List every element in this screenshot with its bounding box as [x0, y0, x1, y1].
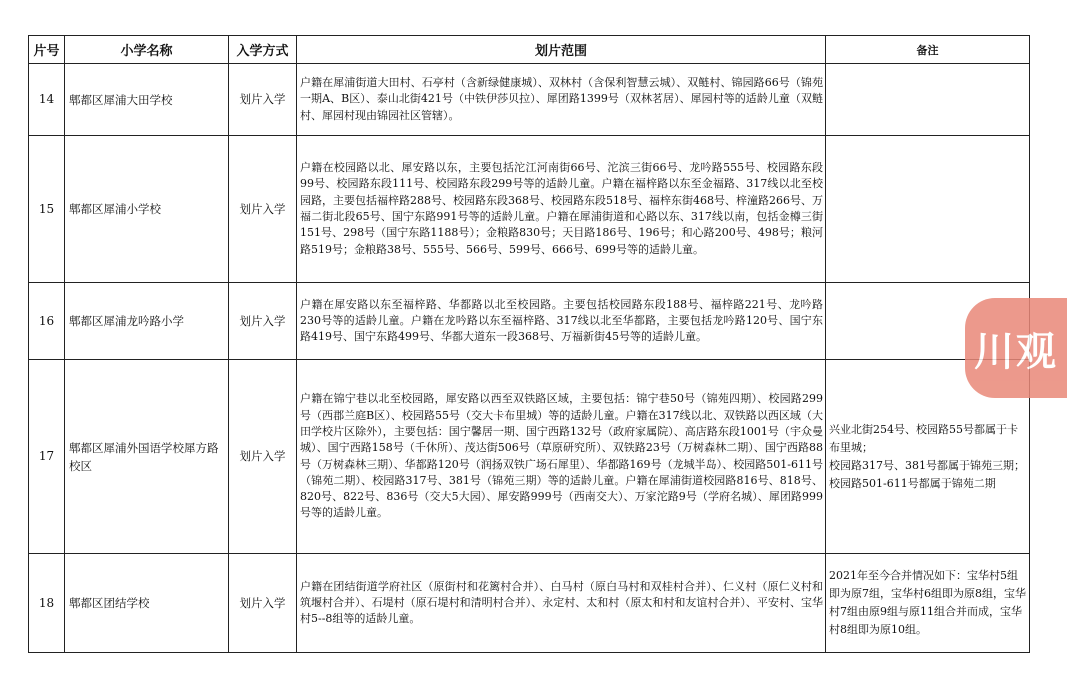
school-zoning-table: [28, 35, 1030, 653]
row-school: 郫都区犀浦外国语学校犀方路校区: [65, 360, 229, 554]
row-school: 郫都区犀浦大田学校: [65, 64, 229, 136]
row-scope: 户籍在犀安路以东至福梓路、华都路以北至校园路。主要包括校园路东段188号、福梓路221号、龙吟路230号等的适龄儿童。户籍在龙吟路以东至福梓路、317线以北至华都路，主要包括龙吟路120号、国宁东路419号、国宁东路499号、华都大道东一段368号、万福新街45号等的适龄儿童。: [297, 283, 826, 360]
row-note: 2021年至今合并情况如下：宝华村5组即为原7组，宝华村6组即为原8组，宝华村7组由原9组与原11组合并而成，宝华村8组即为原10组。: [826, 554, 1030, 653]
header-scope: 划片范围: [297, 36, 826, 64]
header-num: 片号: [29, 36, 65, 64]
table-row: [29, 64, 1030, 136]
row-school: 郫都区犀浦龙吟路小学: [65, 283, 229, 360]
header-school: 小学名称: [65, 36, 229, 64]
row-school: 郫都区犀浦小学校: [65, 136, 229, 283]
row-method: 划片入学: [229, 360, 297, 554]
row-method: 划片入学: [229, 136, 297, 283]
table-row: [29, 360, 1030, 554]
chuanguan-watermark-logo: 川观: [965, 298, 1067, 398]
table-header-row: [29, 36, 1030, 64]
table-row: [29, 136, 1030, 283]
row-scope: 户籍在团结街道学府社区（原街村和花篱村合并）、白马村（原白马村和双桂村合并）、仁义村（原仁义村和筑堰村合并）、石堤村（原石堤村和清明村合并）、永定村、太和村（原太和村和友谊村合并）、平安村、宝华村5--8组等的适龄儿童。: [297, 554, 826, 653]
row-note: [826, 136, 1030, 283]
row-num: 18: [29, 554, 65, 653]
row-method: 划片入学: [229, 64, 297, 136]
table-row: [29, 554, 1030, 653]
header-note: 备注: [826, 36, 1030, 64]
row-note: [826, 64, 1030, 136]
row-scope: 户籍在校园路以北、犀安路以东，主要包括沱江河南街66号、沱滨三街66号、龙吟路555号、校园路东段99号、校园路东段111号、校园路东段299号等的适龄儿童。户籍在福梓路以东至金福路、317线以北至校园路，主要包括福梓路288号、校园路东段368号、校园路东段518号、福梓东街468号、梓潼路266号、万福二街北段65号、国宁东路991号等的适龄儿童。户籍在犀浦街道和心路以东、317线以南，包括金樽三街151号、298号（国宁东路1188号）；金粮路830号；天目路186号、196号；和心路200号、498号；粮河路519号；金粮路38号、555号、566号、599号、666号、699号等的适龄儿童。: [297, 136, 826, 283]
row-note: 兴业北街254号、校园路55号都属于卡布里城； 校园路317号、381号都属于锦苑三期； 校园路501-611号都属于锦苑二期: [826, 360, 1030, 554]
row-school: 郫都区团结学校: [65, 554, 229, 653]
row-num: 16: [29, 283, 65, 360]
row-method: 划片入学: [229, 283, 297, 360]
row-method: 划片入学: [229, 554, 297, 653]
row-scope: 户籍在锦宁巷以北至校园路，犀安路以西至双铁路区域，主要包括：锦宁巷50号（锦苑四期）、校园路299号（西郡兰庭B区）、校园路55号（交大卡布里城）等的适龄儿童。户籍在317线以北、双铁路以西区域（大田学校片区除外），主要包括：国宁馨居一期、国宁西路132号（政府家属院）、高店路东段1001号（宇众曼城）、国宁西路158号（千休所）、茂达街506号（草原研究所）、双铁路23号（万树森林二期）、国宁西路88号（万树森林三期）、华都路120号（润扬双铁广场石犀里）、华都路169号（龙城半岛）、校园路501-611号（锦苑二期）、校园路317号、381号（锦苑三期）等的适龄儿童。户籍在犀浦街道校园路816号、818号、820号、822号、836号（交大5大园）、犀安路999号（西南交大）、万家沱路9号（学府名城）、犀团路999号等的适龄儿童。: [297, 360, 826, 554]
header-method: 入学方式: [229, 36, 297, 64]
table-row: [29, 283, 1030, 360]
row-num: 15: [29, 136, 65, 283]
row-num: 17: [29, 360, 65, 554]
row-num: 14: [29, 64, 65, 136]
row-scope: 户籍在犀浦街道大田村、石亭村（含新绿健康城）、双林村（含保利智慧云城）、双鲢村、锦园路66号（锦苑一期A、B区）、泰山北街421号（中铁伊莎贝拉）、犀团路1399号（双林茗居）、犀园村等的适龄儿童（双鲢村、犀园村现由锦园社区管辖）。: [297, 64, 826, 136]
